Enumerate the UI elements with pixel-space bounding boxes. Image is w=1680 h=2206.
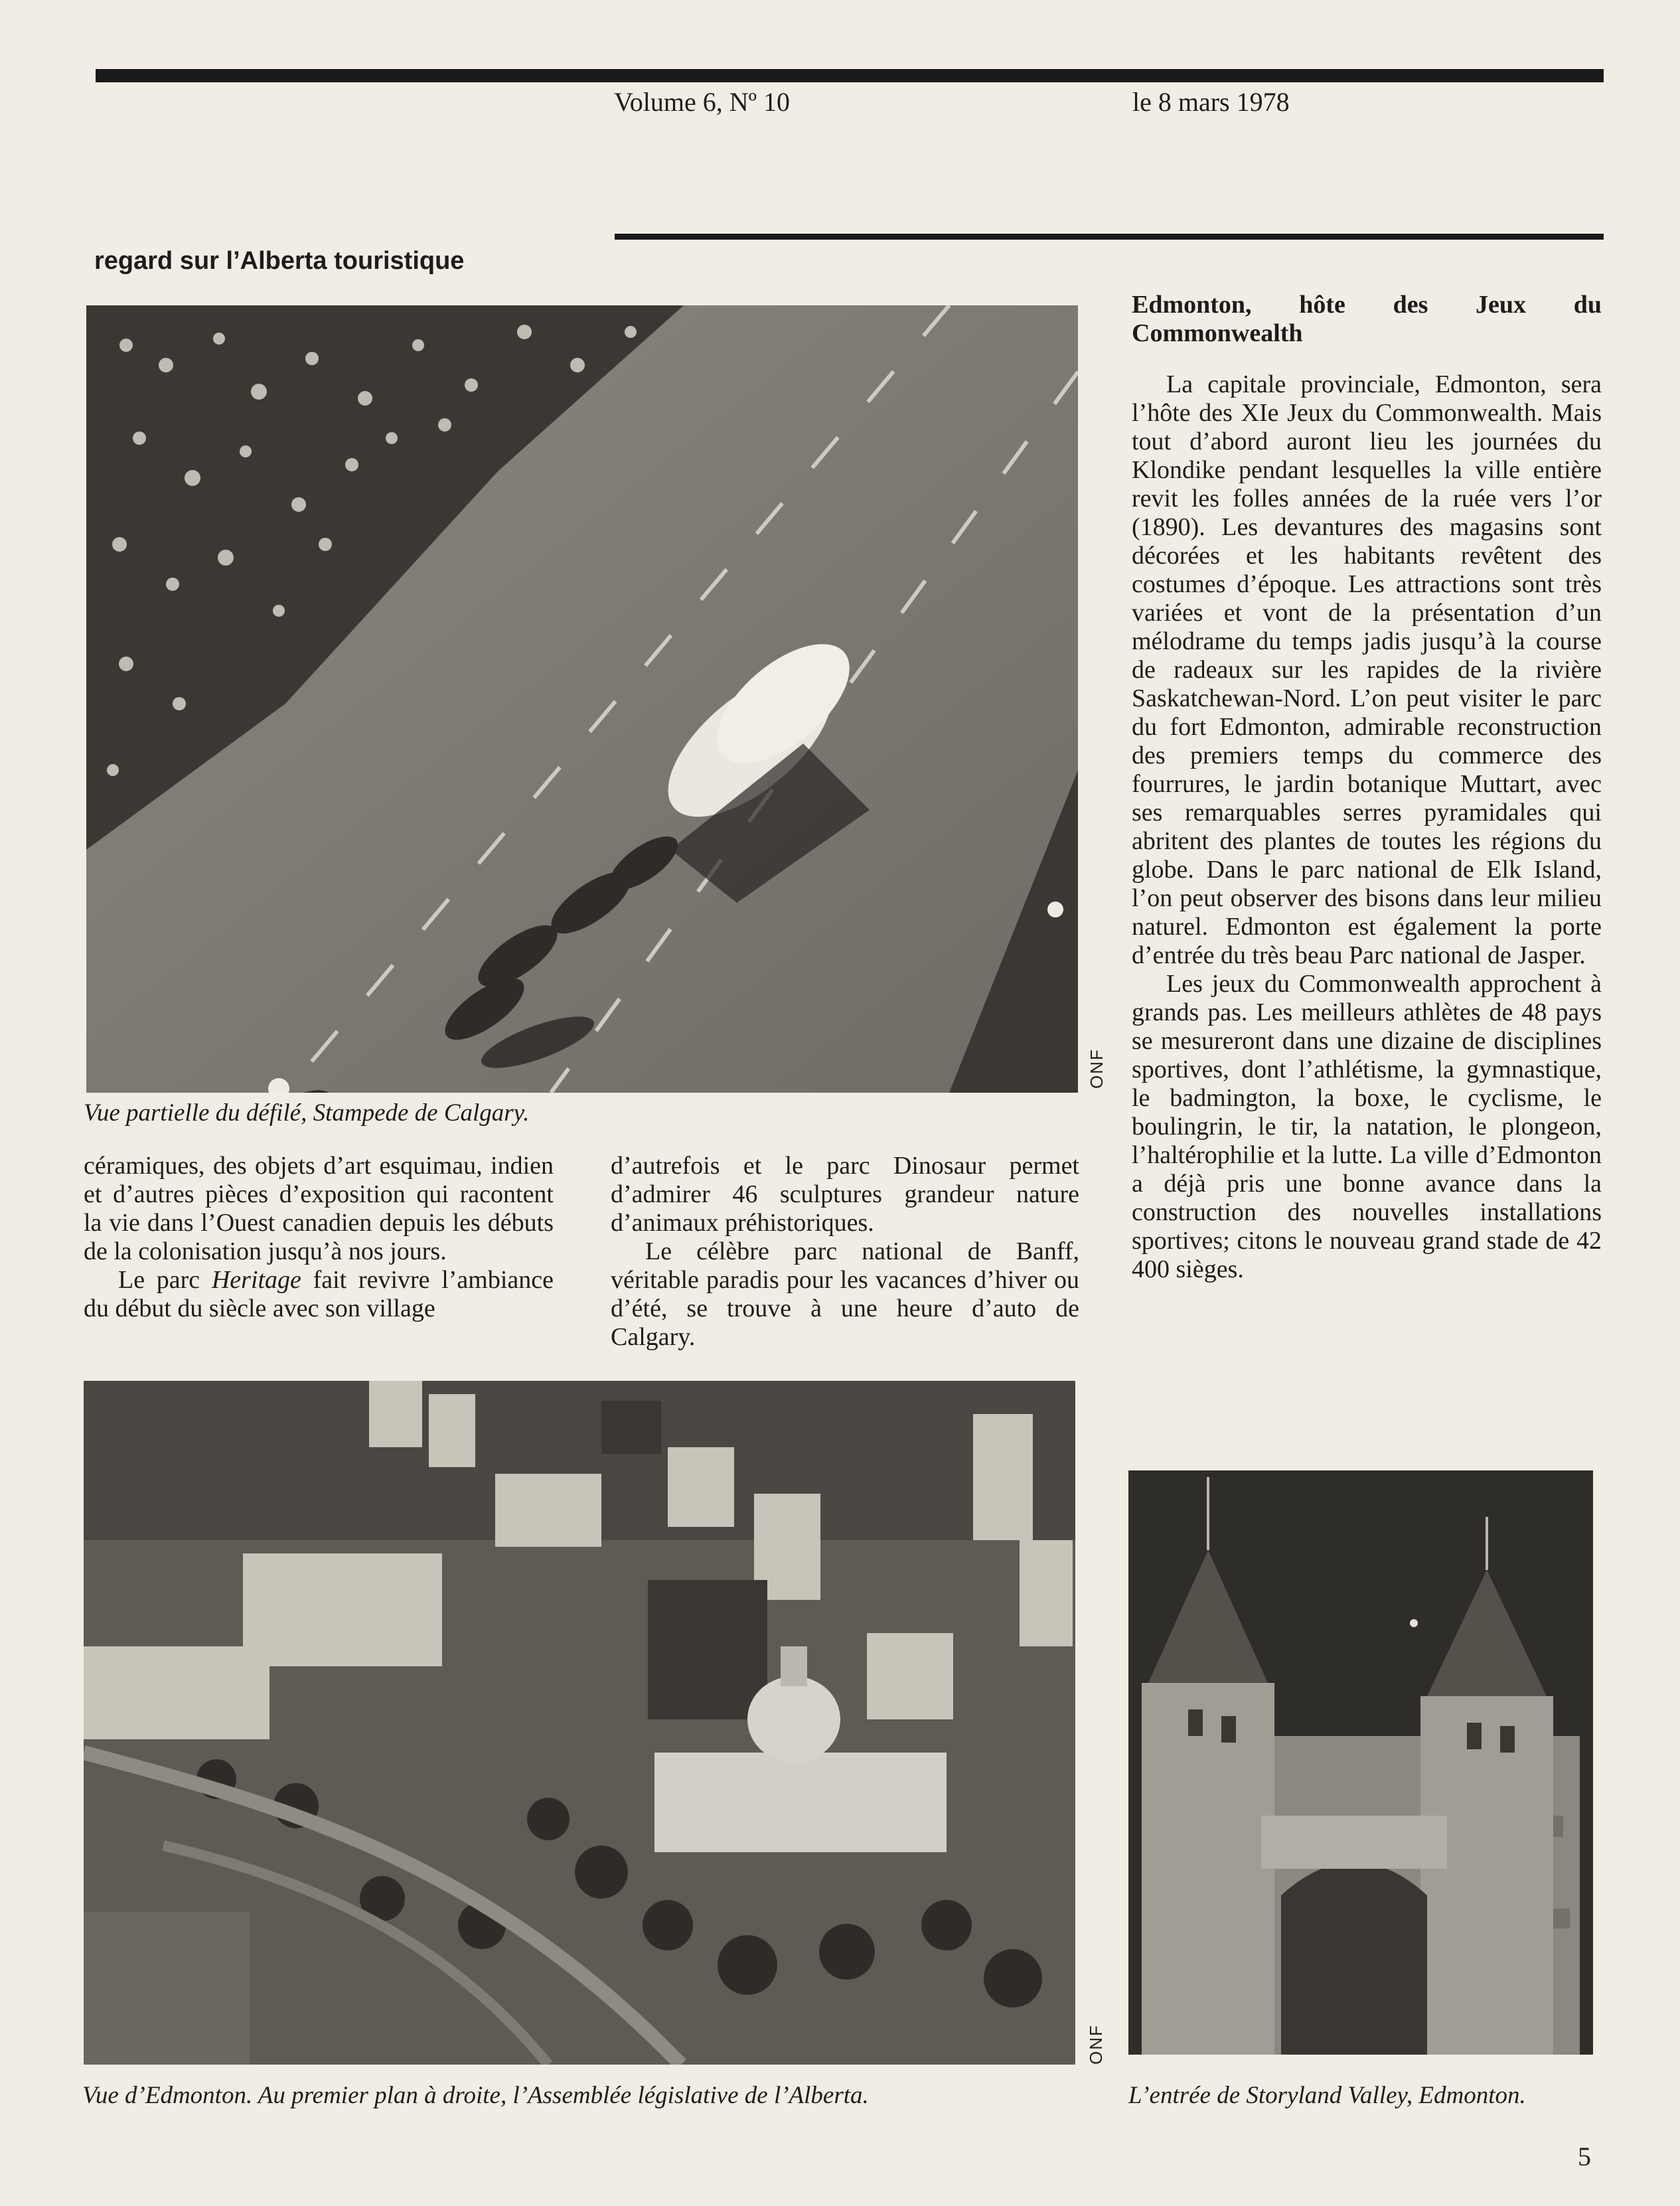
photo-credit-edmonton: ONF (1086, 2024, 1106, 2065)
bleed-through-texture (98, 147, 114, 212)
col1-p2-text-a: Le parc (118, 1266, 212, 1294)
col3-paragraph-2: Les jeux du Commonwealth approchent à grands pas. Les meilleurs athlètes de 48 pays se mesureront dans une dizaine de disciplines sportives, dont l’athlétisme, la gymnastique, le badmington, la boxe, le cyclisme, le boulingrin, le tir, la natation, le plongeon, l’haltérophilie et la lutte. La ville d’Edmonton a déjà pris une bonne avance dans la construction des nouvelles installations sportives; citons le nouveau grand stade de 42 400 sièges. (1132, 970, 1602, 1283)
col3-paragraph-1: La capitale provinciale, Edmonton, sera l’hôte des XIe Jeux du Commonwealth. Mais tout d’abord auront lieu les journées du Klondike pendant lesquelles la ville entière revit les folles années de la ruée vers l’or (1890). Les devantures des magasins sont décorées et les habitants revêtent des costumes d’époque. Les attractions sont très variées et vont de la présentation d’un mélodrame du temps jadis jusqu’à la course de radeaux sur les rapides de la rivière Saskatchewan-Nord. L’on peut visiter le parc du fort Edmonton, admirable reconstruction des premiers temps du commerce des fourrures, le jardin botanique Muttart, avec ses remarquables serres pyramidales qui abritent des plantes de toutes les régions du globe. Dans le parc national de Elk Island, l’on peut observer des bisons dans leur milieu naturel. Edmonton est également la porte d’entrée du très beau Parc national de Jasper. (1132, 370, 1602, 969)
column-1 (84, 1152, 554, 1323)
col1-paragraph-1: céramiques, des objets d’art esquimau, indien et d’autres pièces d’exposition qui racontent la vie dans l’Ouest canadien depuis les débuts de la colonisation jusqu’à nos jours. (84, 1152, 554, 1265)
issue-date: le 8 mars 1978 (1132, 87, 1290, 117)
caption-edmonton: Vue d’Edmonton. Au premier plan à droite, l’Assemblée législative de l’Alberta. (82, 2082, 869, 2109)
storyland-valley-photo (1128, 1470, 1593, 2055)
caption-stampede: Vue partielle du défilé, Stampede de Calgary. (84, 1099, 530, 1127)
top-rule (96, 69, 1604, 82)
page-number: 5 (1578, 2142, 1591, 2171)
stampede-parade-photo (86, 305, 1078, 1093)
column-2 (611, 1152, 1079, 1352)
article-heading: Edmonton, hôte des Jeux du Commonwealth (1132, 291, 1602, 347)
col1-p2-text-b: fait revivre l’ambiance du début du siècle avec son village (84, 1266, 554, 1322)
col1-p2-italic: Heritage (211, 1266, 301, 1294)
col2-paragraph-2: Le célèbre parc national de Banff, véritable paradis pour les vacances d’hiver ou d’été, se trouve à une heure d’auto de Calgary. (611, 1237, 1079, 1351)
volume-number: Volume 6, Nº 10 (614, 87, 790, 117)
col2-paragraph-1: d’autrefois et le parc Dinosaur permet d’admirer 46 sculptures grandeur nature d’animaux préhistoriques. (611, 1152, 1079, 1237)
caption-storyland: L’entrée de Storyland Valley, Edmonton. (1128, 2082, 1526, 2109)
section-rule (615, 234, 1604, 240)
col1-paragraph-2 (84, 1266, 554, 1323)
edmonton-aerial-photo (84, 1381, 1075, 2065)
column-3 (1132, 291, 1602, 1284)
photo-credit-stampede: ONF (1087, 1048, 1107, 1089)
section-title: regard sur l’Alberta touristique (94, 247, 465, 275)
